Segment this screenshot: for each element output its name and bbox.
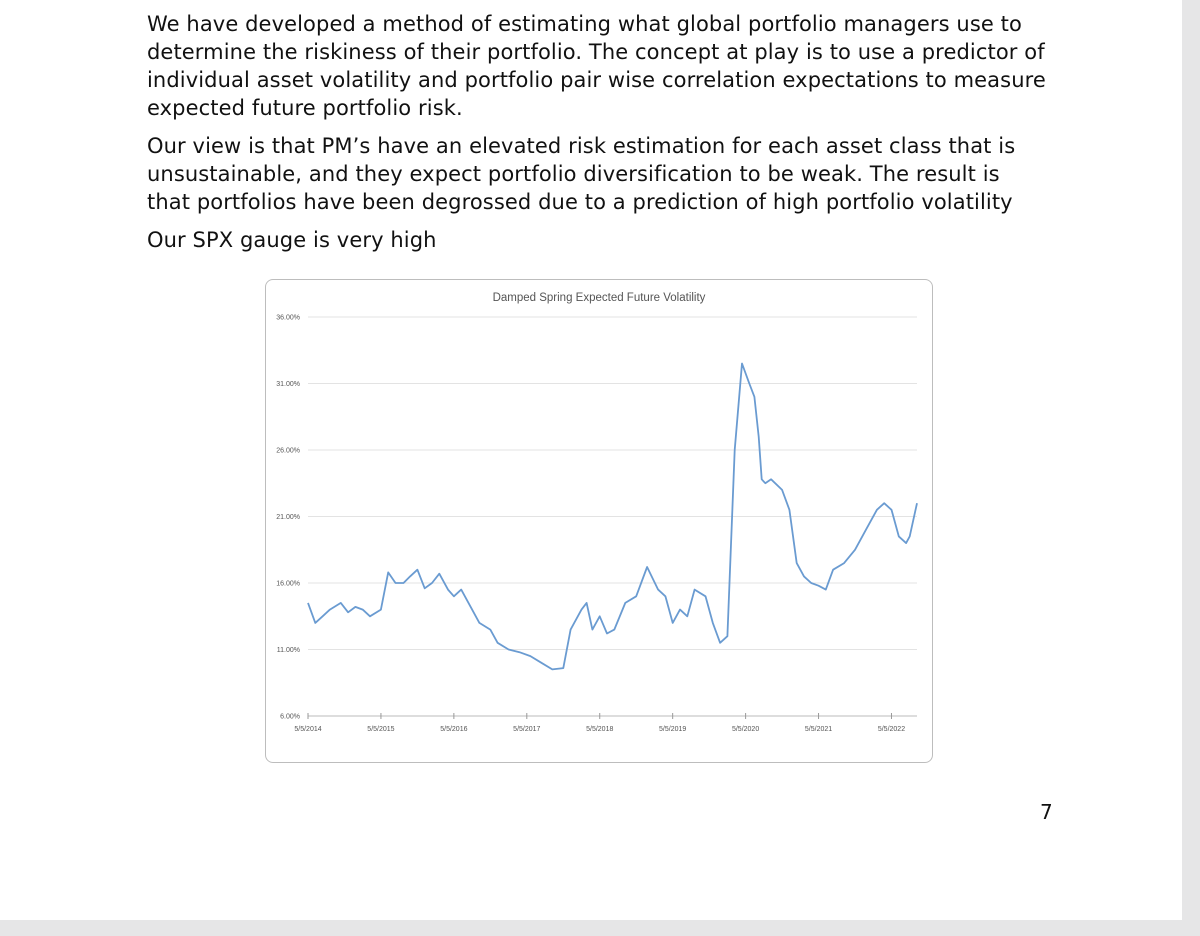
volatility-chart bbox=[266, 280, 932, 762]
x-tick-label: 5/5/2022 bbox=[877, 726, 906, 733]
paragraph-view: Our view is that PM’s have an elevated risk estimation for each asset class that is unsustainable, and they expect portfolio diversification to be weak. The result is that portfolios have been degrossed due to a prediction of high portfolio volatility bbox=[147, 134, 1016, 214]
x-tick-label: 5/5/2019 bbox=[659, 726, 687, 733]
x-tick-label: 5/5/2014 bbox=[294, 726, 322, 733]
y-tick-label: 11.00% bbox=[276, 647, 300, 654]
y-tick-label: 26.00% bbox=[276, 447, 300, 455]
x-tick-label: 5/5/2015 bbox=[367, 726, 395, 733]
y-tick-label: 36.00% bbox=[276, 314, 300, 322]
chart-title: Damped Spring Expected Future Volatility bbox=[492, 292, 706, 304]
x-tick-label: 5/5/2020 bbox=[731, 726, 760, 733]
paragraph-method: We have developed a method of estimating what global portfolio managers use to determine the riskiness of their portfolio. The concept at play is to use a predictor of individual asset volatility and portfolio pair wise correlation expectations to measure expected future portfolio risk. bbox=[147, 12, 1046, 120]
viewer-edge-bottom bbox=[0, 920, 1200, 936]
y-tick-label: 6.00% bbox=[280, 713, 300, 721]
viewer-edge-right bbox=[1182, 0, 1200, 936]
y-tick-label: 31.00% bbox=[276, 381, 300, 388]
x-tick-label: 5/5/2016 bbox=[440, 726, 468, 733]
page-number: 7 bbox=[1040, 800, 1053, 824]
grid-lines bbox=[308, 317, 917, 650]
paragraph-gauge: Our SPX gauge is very high bbox=[147, 228, 437, 252]
chart-container bbox=[265, 279, 933, 763]
body-text bbox=[147, 10, 1047, 264]
x-tick-label: 5/5/2017 bbox=[513, 726, 541, 733]
x-tick-label: 5/5/2021 bbox=[804, 726, 833, 733]
axes bbox=[276, 315, 917, 734]
x-tick-label: 5/5/2018 bbox=[586, 726, 614, 733]
y-tick-label: 21.00% bbox=[276, 514, 300, 521]
y-tick-label: 16.00% bbox=[276, 580, 300, 588]
